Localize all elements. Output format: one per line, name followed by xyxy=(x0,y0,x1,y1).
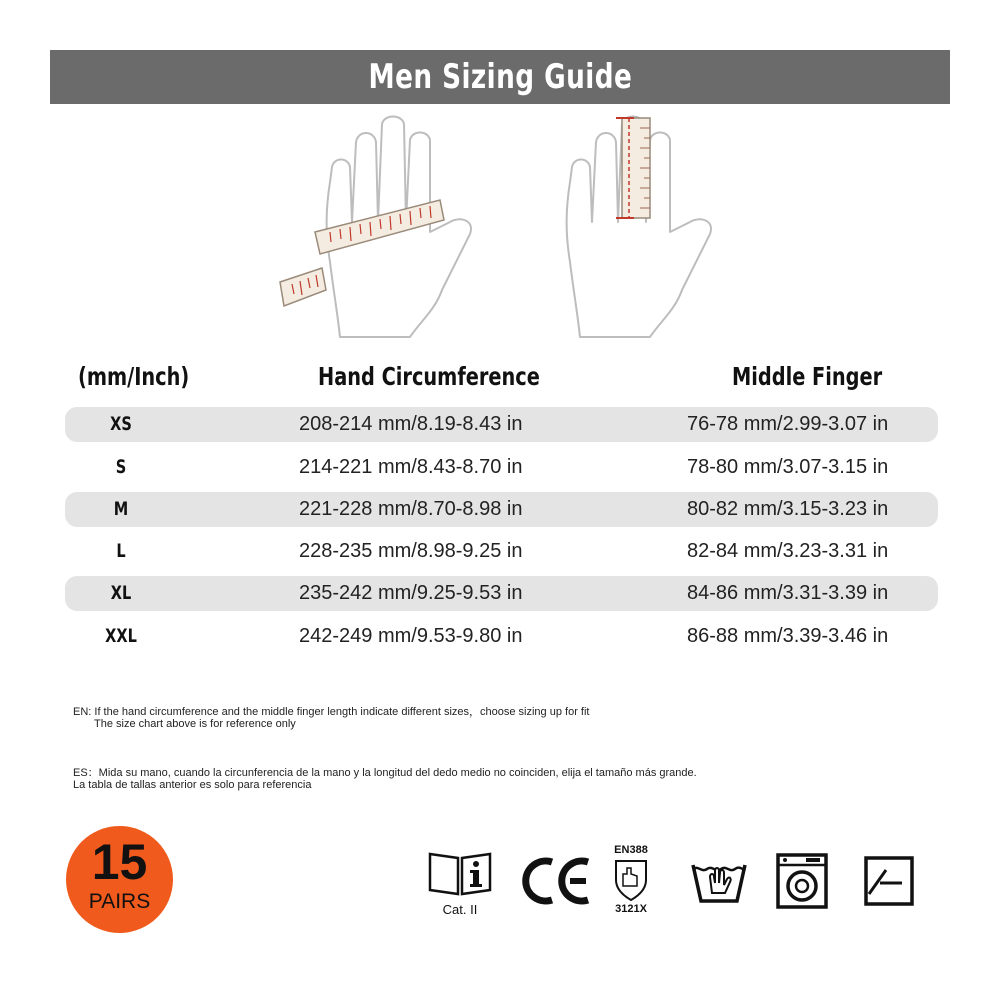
hand-value: 228-235 mm/8.98-9.25 in xyxy=(299,540,523,562)
hand-measure-illustration xyxy=(270,112,730,352)
pairs-badge xyxy=(66,826,173,933)
size-label: L xyxy=(116,540,126,562)
note-es-line2: La tabla de tallas anterior es solo para referencia xyxy=(73,779,312,791)
manual-caption: Cat. II xyxy=(442,902,478,917)
table-row xyxy=(65,534,938,569)
table-row xyxy=(65,407,938,442)
hand-value: 242-249 mm/9.53-9.80 in xyxy=(299,625,523,647)
en388-shield-icon xyxy=(613,858,649,902)
hand-value: 214-221 mm/8.43-8.70 in xyxy=(299,456,523,478)
note-es-line1: ES：Mida su mano, cuando la circunferencia de la mano y la longitud del dedo medio no coinciden, elija el tamaño más grande. xyxy=(73,767,697,779)
ce-mark-icon xyxy=(520,854,594,908)
table-row xyxy=(65,576,938,611)
size-label: M xyxy=(113,498,129,520)
info-manual-icon xyxy=(426,848,494,896)
table-row xyxy=(65,619,938,654)
hand-circumference-header: Hand Circumference xyxy=(318,362,540,391)
en388-code: 3121X xyxy=(615,903,647,915)
finger-value: 78-80 mm/3.07-3.15 in xyxy=(687,456,889,478)
unit-header: (mm/Inch) xyxy=(78,362,190,391)
en388-label: EN388 xyxy=(614,844,648,856)
no-machine-wash-icon xyxy=(776,853,828,909)
hand-value: 208-214 mm/8.19-8.43 in xyxy=(299,413,523,435)
table-row xyxy=(65,492,938,527)
finger-value: 80-82 mm/3.15-3.23 in xyxy=(687,498,889,520)
note-en-line2: The size chart above is for reference only xyxy=(94,718,296,730)
finger-value: 84-86 mm/3.31-3.39 in xyxy=(687,582,889,604)
hand-value: 221-228 mm/8.70-8.98 in xyxy=(299,498,523,520)
pairs-label: PAIRS xyxy=(88,890,151,913)
size-label: XS xyxy=(110,413,132,435)
pairs-count: 15 xyxy=(91,834,148,890)
size-label: XL xyxy=(110,582,132,604)
hand-value: 235-242 mm/9.25-9.53 in xyxy=(299,582,523,604)
finger-value: 82-84 mm/3.23-3.31 in xyxy=(687,540,889,562)
dry-flat-icon xyxy=(864,856,914,906)
title-banner xyxy=(50,50,950,104)
note-en-line1: EN: If the hand circumference and the middle finger length indicate different sizes，choose sizing up for fit xyxy=(73,706,590,718)
page-title: Men Sizing Guide xyxy=(368,57,632,97)
middle-finger-header: Middle Finger xyxy=(732,362,883,391)
hand-wash-icon xyxy=(690,855,748,905)
size-label: S xyxy=(115,456,127,478)
finger-value: 76-78 mm/2.99-3.07 in xyxy=(687,413,889,435)
finger-value: 86-88 mm/3.39-3.46 in xyxy=(687,625,889,647)
size-label: XXL xyxy=(105,625,137,647)
table-row xyxy=(65,450,938,485)
